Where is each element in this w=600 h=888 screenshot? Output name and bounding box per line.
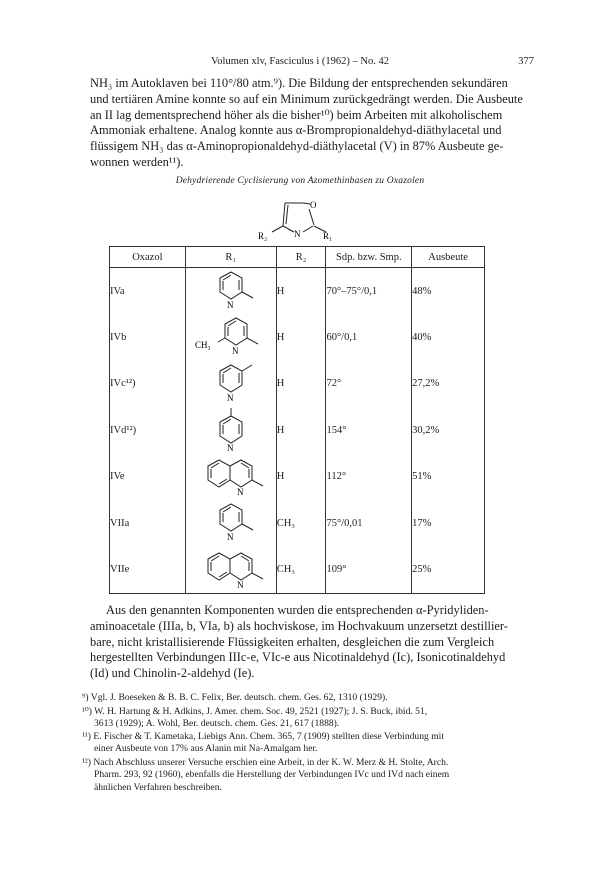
r2-cell: CH₃ bbox=[276, 547, 326, 594]
compound-cell: VIIe bbox=[110, 547, 186, 594]
table-header-row bbox=[110, 247, 485, 268]
scheme-label-r1: R₁ bbox=[323, 231, 333, 241]
table-row bbox=[110, 547, 485, 594]
methylpyridyl-structure-icon bbox=[191, 316, 271, 358]
table-caption: Dehydrierende Cyclisierung von Azomethinbasen zu Oxazolen bbox=[175, 176, 425, 186]
text-line: flüssigem NH₃ das α-Aminopropionaldehyd-diäthylacetal (V) in 87% Ausbeute ge- bbox=[90, 139, 504, 154]
text-line: NH₃ im Autoklaven bei 110°/80 atm.⁹). Die Bildung der entsprechenden sekundären bbox=[90, 76, 508, 90]
nitrogen-label: N bbox=[226, 443, 234, 453]
r2-cell: H bbox=[276, 314, 326, 361]
nitrogen-label: N bbox=[226, 532, 234, 543]
table-row bbox=[110, 361, 485, 408]
text-line: an II lag dementsprechend höher als die bisher¹⁰) beim Arbeiten mit alkoholischem bbox=[90, 107, 503, 122]
text-line: aminoacetale (IIIa, b, VIa, b) als hochviskose, im Hochvakuum unzersetzt destillier- bbox=[90, 618, 508, 633]
yield-cell: 25% bbox=[412, 547, 485, 594]
r2-cell: H bbox=[276, 268, 326, 315]
header-boiling-point: Sdp. bzw. Smp. bbox=[326, 247, 412, 268]
3-pyridyl-structure-icon bbox=[196, 363, 266, 405]
nitrogen-label: N bbox=[236, 486, 244, 497]
scheme-label-r2: R₂ bbox=[258, 231, 268, 241]
nitrogen-label: N bbox=[236, 579, 244, 590]
table-row bbox=[110, 500, 485, 547]
scheme-atom-n: N bbox=[294, 229, 301, 239]
boiling-point-cell: 154° bbox=[326, 407, 412, 454]
header-r2: R₂ bbox=[276, 247, 326, 268]
r1-structure-cell bbox=[185, 268, 276, 315]
oxazole-structure bbox=[0, 195, 600, 245]
text-line: (Id) und Chinolin-2-aldehyd (Ie). bbox=[90, 666, 255, 681]
text-line: und tertiären Amine konnte so auf ein Minimum zurückgedrängt werden. Die Ausbeute bbox=[90, 91, 523, 106]
yield-cell: 27,2% bbox=[412, 361, 485, 408]
table-row bbox=[110, 268, 485, 315]
r1-structure-cell bbox=[185, 454, 276, 501]
footnote-line: einer Ausbeute von 17% aus Alanin mit Na-Amalgam her. bbox=[94, 743, 318, 755]
pyridyl-structure-icon bbox=[196, 270, 266, 312]
footnote-line: Pharm. 293, 92 (1960), ebenfalls die Herstellung der Verbindungen IVc und IVd nach einem bbox=[94, 769, 450, 781]
nitrogen-label: N bbox=[226, 300, 234, 310]
text-line: wonnen werden¹¹). bbox=[90, 154, 184, 169]
r1-structure-cell bbox=[185, 500, 276, 547]
compound-cell: IVa bbox=[110, 268, 186, 315]
boiling-point-cell: 112° bbox=[326, 454, 412, 501]
footnote-line: ¹⁰) W. H. Hartung & H. Adkins, J. Amer. chem. Soc. 49, 2521 (1927); J. S. Buck, ibid. 51, bbox=[82, 706, 428, 717]
r1-structure-cell bbox=[185, 361, 276, 408]
intro-paragraph bbox=[90, 76, 526, 171]
boiling-point-cell: 72° bbox=[326, 361, 412, 408]
yield-cell: 30,2% bbox=[412, 407, 485, 454]
compound-cell: IVb bbox=[110, 314, 186, 361]
r2-cell: H bbox=[276, 454, 326, 501]
compound-cell: IVc¹²) bbox=[110, 361, 186, 408]
boiling-point-cell: 70°–75°/0,1 bbox=[326, 268, 412, 315]
r2-cell: H bbox=[276, 361, 326, 408]
journal-volume-header: Volumen xlv, Fasciculus i (1962) – No. 42 bbox=[211, 56, 389, 67]
quinolyl-structure-icon bbox=[188, 549, 274, 591]
nitrogen-label: N bbox=[231, 346, 239, 357]
quinolyl-structure-icon bbox=[188, 456, 274, 498]
header-oxazol: Oxazol bbox=[110, 247, 186, 268]
page-number: 377 bbox=[518, 56, 534, 67]
table-row bbox=[110, 407, 485, 454]
yield-cell: 48% bbox=[412, 268, 485, 315]
footnote-9 bbox=[82, 692, 526, 704]
footnote-line: ähnlichen Verfahren beschreiben. bbox=[94, 781, 222, 793]
boiling-point-cell: 109° bbox=[326, 547, 412, 594]
footnote-12 bbox=[82, 757, 526, 794]
table-row bbox=[110, 314, 485, 361]
4-pyridyl-structure-icon bbox=[196, 408, 266, 452]
header-r1: R₁ bbox=[185, 247, 276, 268]
text-line: Aus den genannten Komponenten wurden die entsprechenden α-Pyridyliden- bbox=[106, 603, 489, 617]
nitrogen-label: N bbox=[226, 392, 234, 403]
body-paragraph bbox=[90, 603, 526, 682]
oxazole-table bbox=[109, 246, 485, 594]
footnote-line: ¹¹) E. Fischer & T. Kametaka, Liebigs Ann. Chem. 365, 7 (1909) stellten diese Verbindung mit bbox=[82, 731, 444, 742]
footnote-line: ¹²) Nach Abschluss unserer Versuche erschien eine Arbeit, in der K. W. Merz & H. Stolte, Arch. bbox=[82, 757, 449, 768]
yield-cell: 17% bbox=[412, 500, 485, 547]
r2-cell: CH₃ bbox=[276, 500, 326, 547]
boiling-point-cell: 75°/0,01 bbox=[326, 500, 412, 547]
footnote-10 bbox=[82, 706, 526, 731]
scheme-atom-o: O bbox=[310, 200, 317, 210]
r1-structure-cell bbox=[185, 547, 276, 594]
text-line: hergestellten Verbindungen IIIc-e, VIc-e aus Nicotinaldehyd (Ic), Isonicotinaldehyd bbox=[90, 650, 506, 665]
footnote-line: ⁹) Vgl. J. Boeseken & B. B. C. Felix, Ber. deutsch. chem. Ges. 62, 1310 (1929). bbox=[82, 692, 388, 703]
r2-cell: H bbox=[276, 407, 326, 454]
boiling-point-cell: 60°/0,1 bbox=[326, 314, 412, 361]
footnote-line: 3613 (1929); A. Wohl, Ber. deutsch. chem. Ges. 21, 617 (1888). bbox=[94, 718, 340, 730]
compound-cell: IVe bbox=[110, 454, 186, 501]
compound-cell: VIIa bbox=[110, 500, 186, 547]
running-header bbox=[0, 56, 600, 70]
r1-structure-cell bbox=[185, 407, 276, 454]
yield-cell: 40% bbox=[412, 314, 485, 361]
compound-cell: IVd¹²) bbox=[110, 407, 186, 454]
text-line: Ammoniak erhaltene. Analog konnte aus α-Brompropionaldehyd-diäthylacetal und bbox=[90, 123, 502, 138]
r1-structure-cell bbox=[185, 314, 276, 361]
yield-cell: 51% bbox=[412, 454, 485, 501]
footnote-11 bbox=[82, 731, 526, 756]
text-line: bare, nicht kristallisierende Flüssigkeiten erhalten, desgleichen die zum Vergleich bbox=[90, 634, 495, 649]
pyridyl-structure-icon bbox=[196, 502, 266, 544]
methyl-label: CH₃ bbox=[194, 340, 211, 351]
table-row bbox=[110, 454, 485, 501]
header-yield: Ausbeute bbox=[412, 247, 485, 268]
